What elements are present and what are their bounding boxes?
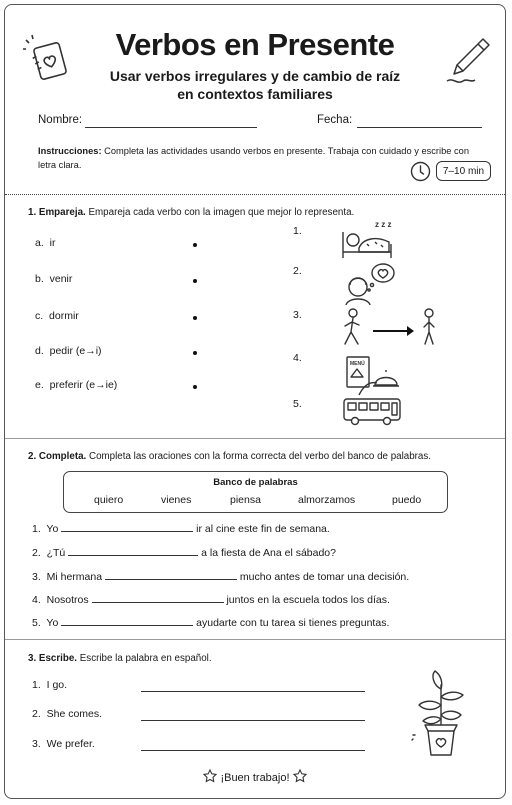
word-bank-word: almorzamos <box>298 494 356 506</box>
sentence-start: ¿Tú <box>46 547 66 559</box>
answer-blank[interactable] <box>105 569 237 580</box>
divider <box>5 438 505 439</box>
date-label: Fecha: <box>317 114 353 126</box>
answer-line[interactable] <box>141 691 365 692</box>
item-number: 2. <box>32 708 41 720</box>
sentence-number: 4. <box>32 594 41 606</box>
divider <box>5 639 505 640</box>
subtitle-line-1: Usar verbos irregulares y de cambio de raíz <box>109 68 401 84</box>
item-letter: a. <box>35 237 44 249</box>
sentence-number: 1. <box>32 523 41 535</box>
sentence-number: 3. <box>32 571 41 583</box>
sentence <box>32 569 409 583</box>
match-item <box>35 273 72 285</box>
sentence-end: ir al cine este fin de semana. <box>196 523 330 535</box>
translate-item <box>32 679 67 691</box>
sentence-end: juntos en la escuela todos los días. <box>226 594 390 606</box>
section-2-instruction: Completa las oraciones con la forma correcta del verbo del banco de palabras. <box>89 451 431 462</box>
sentence-end: mucho antes de tomar una decisión. <box>239 571 410 583</box>
page-subtitle <box>5 67 505 103</box>
sentence-end: ayudarte con tu tarea si tienes preguntas. <box>196 617 390 629</box>
picture-number: 5. <box>293 398 302 410</box>
footer-text: ¡Buen trabajo! <box>220 772 290 784</box>
match-dot[interactable] <box>193 351 197 355</box>
answer-blank[interactable] <box>61 521 193 532</box>
section-1-heading <box>28 207 354 218</box>
item-text: I go. <box>46 679 68 691</box>
sleeping-person-icon <box>339 218 395 260</box>
item-text: She comes. <box>46 708 103 720</box>
person-walking-arrow-icon <box>341 307 441 349</box>
answer-blank[interactable] <box>92 592 224 603</box>
word-bank-word: piensa <box>230 494 261 506</box>
translate-item <box>32 738 95 750</box>
sentence-start: Yo <box>46 523 59 535</box>
word-bank <box>63 471 448 513</box>
answer-line[interactable] <box>141 720 365 721</box>
item-verb: pedir (e→i) <box>49 345 102 357</box>
date-field[interactable] <box>357 127 482 128</box>
match-item <box>35 310 79 322</box>
zzz-text: z z z <box>375 220 392 229</box>
word-bank-word: puedo <box>392 494 422 506</box>
item-verb: dormir <box>49 310 79 322</box>
answer-line[interactable] <box>141 750 365 751</box>
instructions-label: Instrucciones: <box>38 146 102 156</box>
person-heart-thought-icon <box>343 261 397 307</box>
sentence-start: Nosotros <box>46 594 89 606</box>
time-badge: 7–10 min <box>436 161 491 181</box>
sentence-start: Mi hermana <box>46 571 103 583</box>
section-2-title: Completa. <box>38 451 87 462</box>
item-number: 3. <box>32 738 41 750</box>
match-dot[interactable] <box>193 385 197 389</box>
name-field[interactable] <box>85 127 257 128</box>
bus-icon <box>342 397 402 427</box>
item-verb: preferir (e→ie) <box>49 379 118 391</box>
divider <box>5 194 505 195</box>
word-bank-title: Banco de palabras <box>213 477 298 488</box>
name-label: Nombre: <box>38 114 83 126</box>
answer-blank[interactable] <box>68 545 198 556</box>
item-text: We prefer. <box>46 738 95 750</box>
menu-ordering-icon <box>345 355 401 397</box>
item-verb: ir <box>49 237 56 249</box>
subtitle-line-2: en contextos familiares <box>177 86 333 102</box>
section-3-number: 3. <box>28 653 37 664</box>
section-3-title: Escribe. <box>38 653 78 664</box>
worksheet <box>4 4 506 799</box>
clock-icon <box>410 161 431 182</box>
menu-text: MENÚ <box>350 361 365 367</box>
section-2-heading <box>28 451 431 462</box>
instructions-text: Completa las actividades usando verbos en presente. Trabaja con cuidado y escribe con letra clara. <box>38 146 470 170</box>
section-1-instruction: Empareja cada verbo con la imagen que mejor lo representa. <box>88 207 355 218</box>
sentence-number: 2. <box>32 547 41 559</box>
item-number: 1. <box>32 679 41 691</box>
section-1-number: 1. <box>28 207 37 218</box>
footer <box>5 769 505 784</box>
sentence <box>32 615 389 629</box>
item-letter: d. <box>35 345 44 357</box>
match-item <box>35 345 102 357</box>
word-bank-word: vienes <box>161 494 192 506</box>
word-bank-word: quiero <box>94 494 124 506</box>
section-2-number: 2. <box>28 451 37 462</box>
match-item <box>35 379 117 391</box>
sentence <box>32 545 336 559</box>
star-icon <box>293 769 307 783</box>
page-title: Verbos en Presente <box>115 27 395 62</box>
sentence-number: 5. <box>32 617 41 629</box>
sentence <box>32 521 330 535</box>
plant-pot-icon <box>409 669 475 759</box>
item-verb: venir <box>49 273 73 285</box>
picture-number: 3. <box>293 309 302 321</box>
picture-number: 4. <box>293 352 302 364</box>
match-item <box>35 237 55 249</box>
sentence-start: Yo <box>46 617 59 629</box>
star-icon <box>203 769 217 783</box>
picture-number: 1. <box>293 225 302 237</box>
answer-blank[interactable] <box>61 615 193 626</box>
match-dot[interactable] <box>193 316 197 320</box>
item-letter: e. <box>35 379 44 391</box>
item-letter: c. <box>35 310 44 322</box>
translate-item <box>32 708 102 720</box>
match-dot[interactable] <box>193 279 197 283</box>
picture-number: 2. <box>293 265 302 277</box>
match-dot[interactable] <box>193 243 197 247</box>
item-letter: b. <box>35 273 44 285</box>
section-1-title: Empareja. <box>38 207 86 218</box>
sentence-end: a la fiesta de Ana el sábado? <box>201 547 336 559</box>
section-3-heading <box>28 653 212 664</box>
section-3-instruction: Escribe la palabra en español. <box>79 653 212 664</box>
sentence <box>32 592 390 606</box>
